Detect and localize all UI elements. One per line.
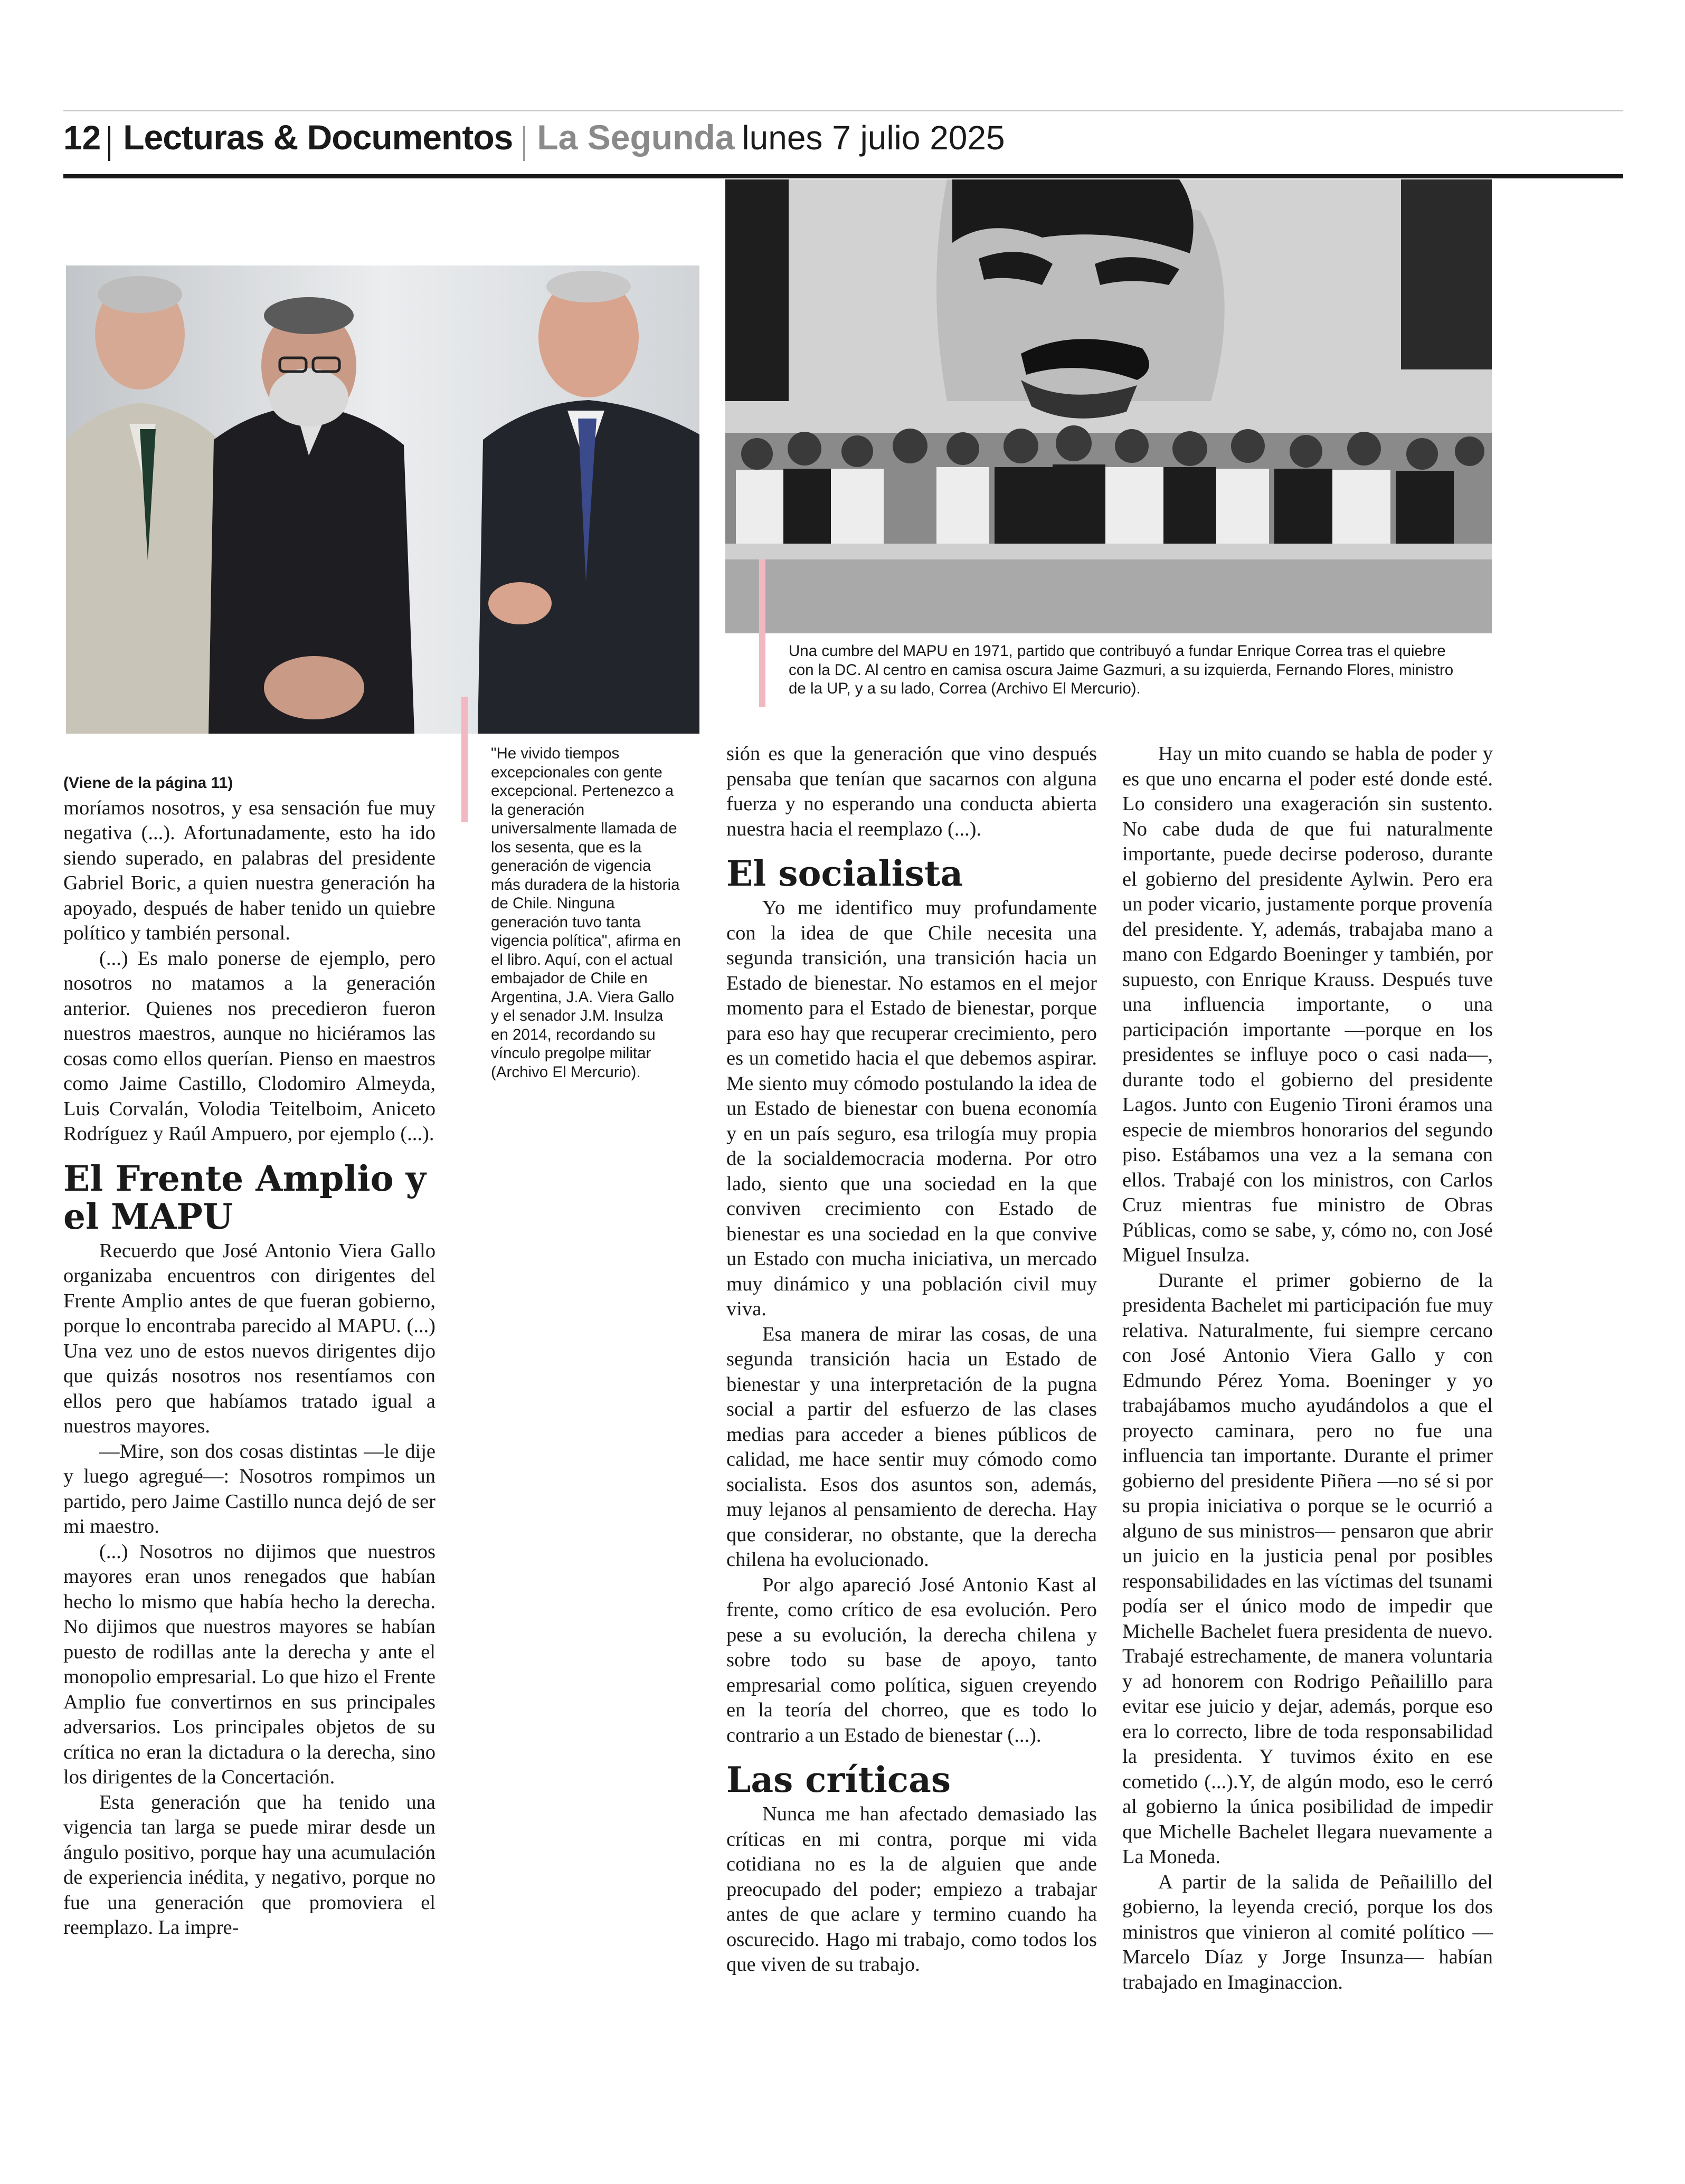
header-divider — [523, 126, 525, 161]
paragraph: sión es que la generación que vino después pensaba que tenían que sacarnos con alguna fuerza y no esperando una conducta abierta nuestra hacia el reemplazo (...). — [726, 743, 1097, 840]
paragraph: Recuerdo que José Antonio Viera Gallo organizaba encuentros con dirigentes del Frente Amplio antes de que fueran gobierno, porque lo encontraba parecido al MAPU. (...) Una vez uno de estos nuevos dirigentes dijo que quizás nosotros nos resentíamos con ellos pero que habíamos tratado igual a nuestros mayores. — [63, 1239, 436, 1437]
photo-caption-right: Una cumbre del MAPU en 1971, partido que contribuyó a fundar Enrique Correa tras el quiebre con la DC. Al centro en camisa oscura Jaime Gazmuri, a su izquierda, Fernando Flores, ministro de la UP, y a su lado, Correa (Archivo El Mercurio). — [789, 642, 1454, 697]
article-column-1 — [63, 771, 436, 1941]
page-header — [63, 117, 1005, 170]
subheading: Las críticas — [726, 1759, 951, 1800]
photo-mapu-rally — [725, 179, 1492, 633]
paragraph: Hay un mito cuando se habla de poder y es que uno encarna el poder esté donde esté. Lo considero una exageración sin sustento. No cabe duda de que fui naturalmente importante, puede decirse poderoso, durante el gobierno del presidente Aylwin. Pero era un poder vicario, justamente porque provenía del presidente. Y, además, trabajaba mano a mano con Edgardo Boeninger y también, por supuesto, con Enrique Krauss. Después tuve una influencia importante, o una participación importante —porque en los presidentes se influye poco o casi nada—, durante todo el gobierno del presidente Lagos. Junto con Eugenio Tironi éramos una especie de miembros honorarios del segundo piso. Estábamos una vez a la semana con ellos. Trabajé con los ministros, con Carlos Cruz mientras fue ministro de Obras Públicas, como se sabe, y, cómo no, con José Miguel Insulza. — [1122, 743, 1493, 1266]
page-number: 12 — [63, 119, 101, 157]
issue-date: lunes 7 julio 2025 — [742, 119, 1005, 157]
continued-from-note: (Viene de la página 11) — [63, 774, 233, 792]
paragraph: (...) Nosotros no dijimos que nuestros mayores eran unos renegados que habían hecho lo mismo que había hecho la derecha. No dijimos que nuestros mayores se habían puesto de rodillas ante la derecha y ante el monopolio empresarial. Lo que hizo el Frente Amplio fue convertirnos en sus principales adversarios. Los principales objetos de su crítica no eran la dictadura o la derecha, sino los dirigentes de la Concertación. — [63, 1540, 436, 1788]
paragraph: —Mire, son dos cosas distintas —le dije y luego agregué—: Nosotros rompimos un partido, pero Jaime Castillo nunca dejó de ser mi maestro. — [63, 1440, 436, 1537]
article-column-3 — [726, 742, 1097, 1978]
header-rule — [63, 174, 1623, 178]
paragraph: Nunca me han afectado demasiado las críticas en mi contra, porque mi vida cotidiana no es la de alguien que ande preocupado del poder; empiezo a trabajar antes de que aclare y termino cuando ha oscurecido. Hago mi trabajo, como todos los que viven de su trabajo. — [726, 1803, 1097, 1976]
paragraph: Durante el primer gobierno de la presidenta Bachelet mi participación fue muy relativa. Naturalmente, fui siempre cercano con José Antonio Viera Gallo y con Edmundo Pérez Yoma. Boeninger y yo trabajábamos mucho ayudándolos a que el proyecto caminara, pero no fue una influencia tan importante. Durante el primer gobierno del presidente Piñera —no sé si por su propia iniciativa o porque se le ocurrió a alguno de sus ministros— pensaron que abrir un juicio en la justicia penal por posibles responsabilidades en las víctimas del tsunami podía ser el único modo de impedir que Michelle Bachelet fuera presidenta de nuevo. Trabajé estrechamente, de manera voluntaria y ad honorem con Rodrigo Peñailillo para evitar ese juicio y dejar, además, porque eso era lo correcto, libre de toda responsabilidad la presidenta. Y tuvimos éxito en ese cometido (...).Y, de algún modo, eso le cerró al gobierno la única posibilidad de impedir que Michelle Bachelet llegara nuevamente a La Moneda. — [1122, 1269, 1493, 1868]
header-divider — [108, 126, 110, 161]
paragraph: A partir de la salida de Peñailillo del gobierno, la leyenda creció, porque los dos ministros que vinieron al comité político —Marcelo Díaz y Jorge Insunza— habían trabajado en Imaginaccion. — [1122, 1870, 1493, 1993]
paragraph: Esa manera de mirar las cosas, de una segunda transición hacia un Estado de bienestar y una interpretación de la pugna social a partir del esfuerzo de las clases medias para acceder a bienes públicos de calidad, me hace sentir muy cómodo como socialista. Esos dos asuntos son, además, muy lejanos al pensamiento de derecha. Hay que considerar, no obstante, que la derecha chilena ha evolucionado. — [726, 1323, 1097, 1571]
paragraph: (...) Es malo ponerse de ejemplo, pero nosotros no matamos a la generación anterior. Quienes nos precedieron fueron nuestros maestros, aunque no hiciéramos las cosas como ellos querían. Pienso en maestros como Jaime Castillo, Clodomiro Almeyda, Luis Corvalán, Volodia Teitelboim, Aniceto Rodríguez y Raúl Ampuero, por ejemplo (...). — [63, 947, 436, 1145]
photo-three-politicians-image — [66, 265, 699, 734]
photo-caption-left: "He vivido tiempos excepcionales con gente excepcional. Pertenezco a la generación universalmente llamada de los sesenta, que es la generación de vigencia más duradera de la historia de Chile. Ninguna generación tuvo tanta vigencia política", afirma en el libro. Aquí, con el actual embajador de Chile en Argentina, J.A. Viera Gallo y el senador J.M. Insulza en 2014, recordando su vínculo pregolpe militar (Archivo El Mercurio). — [491, 745, 681, 1081]
caption-accent-bar — [461, 697, 468, 822]
photo-mapu-rally-image — [725, 179, 1492, 633]
photo-three-politicians — [66, 265, 699, 734]
top-thin-rule — [63, 110, 1623, 111]
paragraph: Esta generación que ha tenido una vigencia tan larga se puede mirar desde un ángulo positivo, porque hay una acumulación de experiencia inédita, y negativo, porque no fue una generación que promoviera el reemplazo. La impre- — [63, 1791, 436, 1939]
paragraph: moríamos nosotros, y esa sensación fue muy negativa (...). Afortunadamente, esto ha ido siendo superado, en palabras del presidente Gabriel Boric, a quien nuestra generación ha apoyado, después de haber tenido un quiebre político y también personal. — [63, 796, 436, 944]
paragraph: Por algo apareció José Antonio Kast al frente, como crítico de esa evolución. Pero pese a su evolución, la derecha chilena y sobre todo su base de apoyo, tanto empresarial como política, siguen creyendo en la teoría del chorreo, que es todo lo contrario a un Estado de bienestar (...). — [726, 1573, 1097, 1746]
caption-accent-bar — [759, 559, 765, 707]
article-column-4 — [1122, 742, 1493, 1995]
section-title: Lecturas & Documentos — [123, 118, 513, 157]
paragraph: Yo me identifico muy profundamente con la idea de que Chile necesita una segunda transición, una transición hacia un Estado de bienestar. No estamos en el mejor momento para el Estado de bienestar, porque para eso hay que recuperar crecimiento, pero es un cometido hacia el que debemos aspirar. Me siento muy cómodo postulando la idea de un Estado de bienestar con buena economía y en un país seguro, esa trilogía muy propia de la socialdemocracia moderna. Por otro lado, siento que una sociedad en la que conviven crecimiento con Estado de bienestar es una sociedad en la que convive un Estado con mucha iniciativa, un mercado muy dinámico y una población civil muy viva. — [726, 897, 1097, 1320]
newspaper-name: La Segunda — [537, 118, 735, 157]
subheading: El socialista — [726, 853, 963, 894]
subheading: El Frente Amplio y el MAPU — [63, 1157, 426, 1237]
